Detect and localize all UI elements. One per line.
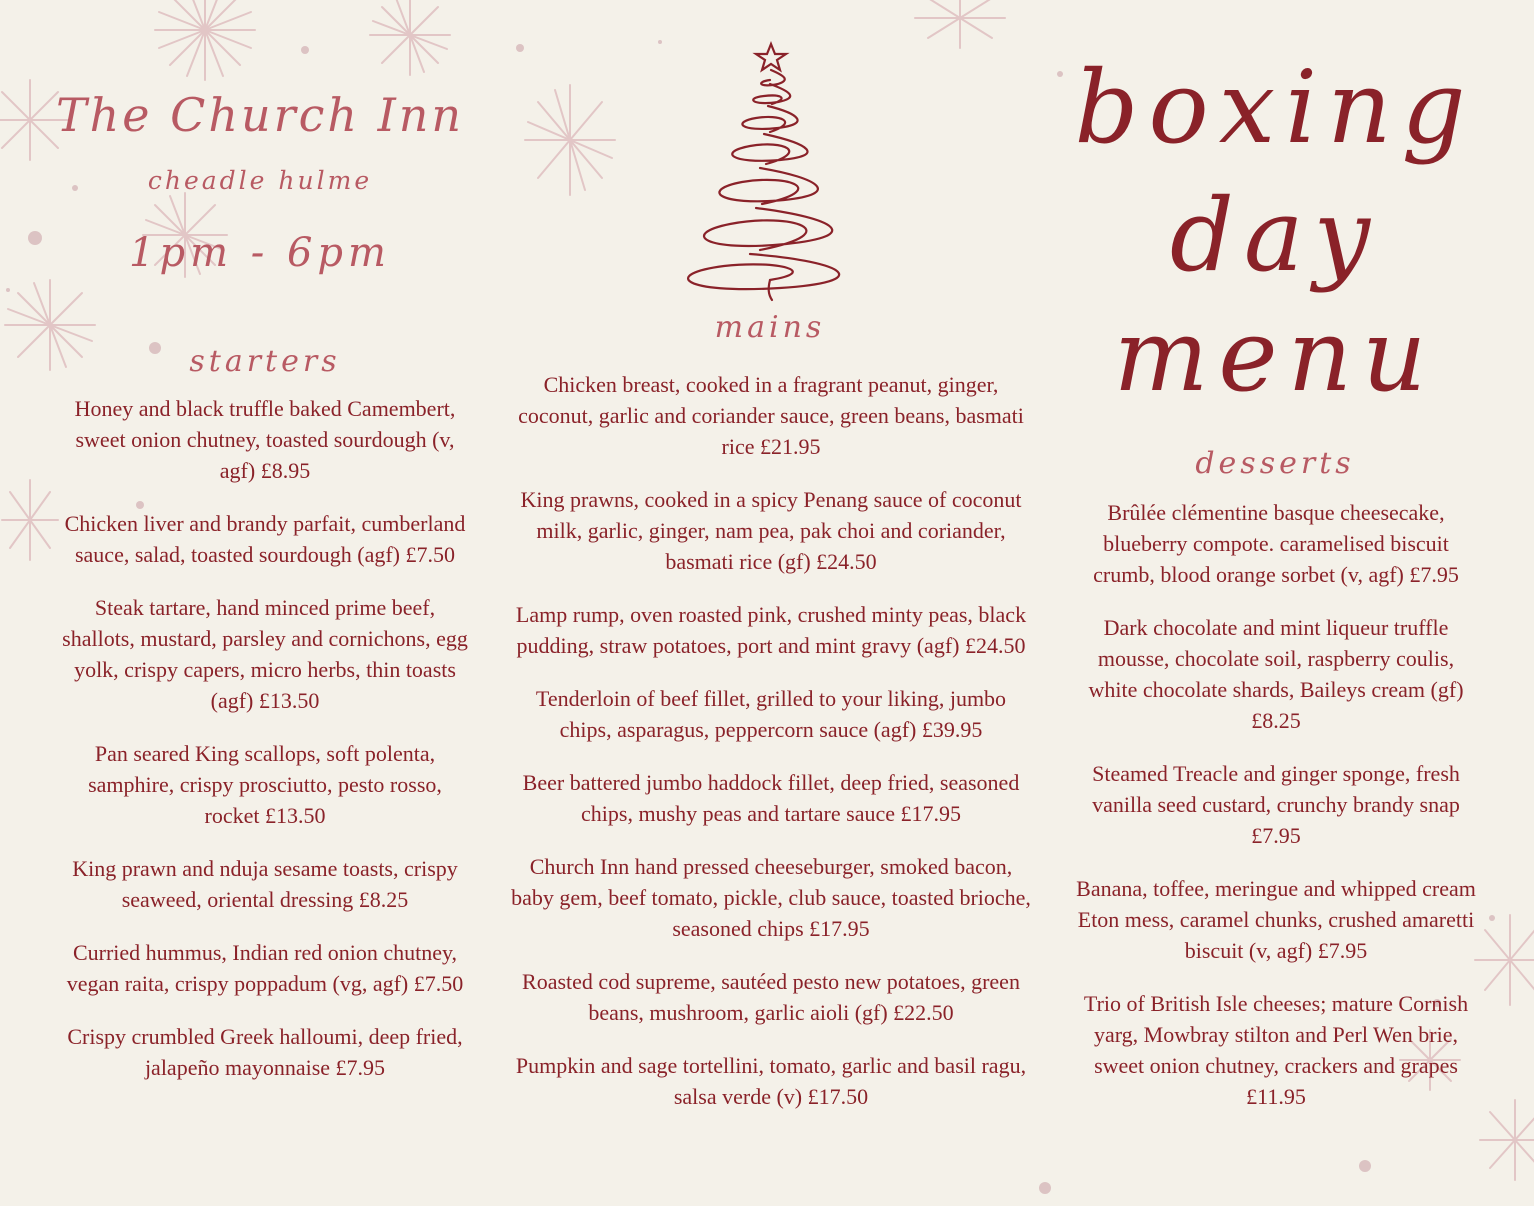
starters-list bbox=[62, 393, 468, 1105]
menu-item: Roasted cod supreme, sautéed pesto new potatoes, green beans, mushroom, garlic aioli (gf) £22.50 bbox=[522, 969, 1020, 1025]
sparkle-icon bbox=[155, 0, 255, 80]
menu-item: Crispy crumbled Greek halloumi, deep fried, jalapeño mayonnaise £7.95 bbox=[67, 1024, 463, 1080]
sparkle-icon bbox=[525, 85, 615, 195]
menu-item: Dark chocolate and mint liqueur truffle mousse, chocolate soil, raspberry coulis, white chocolate shards, Baileys cream (gf) £8.25 bbox=[1088, 615, 1464, 733]
sparkle-icon bbox=[1475, 915, 1534, 1005]
mains-list bbox=[508, 369, 1034, 1134]
menu-item: Lamp rump, oven roasted pink, crushed minty peas, black pudding, straw potatoes, port and mint gravy (agf) £24.50 bbox=[515, 602, 1027, 658]
menu-item: Curried hummus, Indian red onion chutney, vegan raita, crispy poppadum (vg, agf) £7.50 bbox=[66, 940, 464, 996]
starters-title: starters bbox=[189, 344, 341, 379]
sparkle-icon bbox=[370, 0, 450, 75]
headline-line-3: menu bbox=[1113, 297, 1437, 414]
menu-item: King prawns, cooked in a spicy Penang sauce of coconut milk, garlic, ginger, nam pea, pak choi and coriander, basmati rice (gf) £24.50 bbox=[520, 487, 1022, 574]
menu-item: Pumpkin and sage tortellini, tomato, garlic and basil ragu, salsa verde (v) £17.50 bbox=[515, 1053, 1027, 1109]
menu-item: Tenderloin of beef fillet, grilled to your liking, jumbo chips, asparagus, peppercorn sauce (agf) £39.95 bbox=[535, 686, 1007, 742]
headline-line-1: boxing bbox=[1074, 49, 1476, 166]
menu-item: Brûlée clémentine basque cheesecake, blueberry compote. caramelised biscuit crumb, blood orange sorbet (v, agf) £7.95 bbox=[1093, 500, 1459, 587]
menu-item: Steak tartare, hand minced prime beef, shallots, mustard, parsley and cornichons, egg yolk, crispy capers, micro herbs, thin toasts (agf) £13.50 bbox=[62, 595, 468, 713]
mains-title: mains bbox=[714, 310, 826, 345]
desserts-list bbox=[1074, 497, 1478, 1134]
menu-item: King prawn and nduja sesame toasts, crispy seaweed, oriental dressing £8.25 bbox=[72, 856, 458, 912]
restaurant-name: The Church Inn bbox=[55, 88, 465, 142]
desserts-title: desserts bbox=[1195, 446, 1355, 481]
opening-hours: 1pm - 6pm bbox=[129, 230, 391, 276]
menu-item: Pan seared King scallops, soft polenta, samphire, crispy prosciutto, pesto rosso, rocket £13.50 bbox=[88, 741, 442, 828]
christmas-tree-icon bbox=[660, 40, 880, 302]
restaurant-location: cheadle hulme bbox=[147, 166, 373, 195]
sparkle-icon bbox=[2, 480, 58, 560]
sparkle-icon bbox=[1480, 1100, 1534, 1180]
menu-item: Chicken liver and brandy parfait, cumberland sauce, salad, toasted sourdough (agf) £7.50 bbox=[64, 511, 466, 567]
menu-item: Honey and black truffle baked Camembert, sweet onion chutney, toasted sourdough (v, agf) £8.95 bbox=[74, 396, 456, 483]
headline-line-2: day bbox=[1169, 177, 1381, 294]
menu-item: Beer battered jumbo haddock fillet, deep fried, seasoned chips, mushy peas and tartare sauce £17.95 bbox=[522, 770, 1020, 826]
menu-item: Chicken breast, cooked in a fragrant peanut, ginger, coconut, garlic and coriander sauce, green beans, basmati rice £21.95 bbox=[518, 372, 1024, 459]
menu-item: Banana, toffee, meringue and whipped cream Eton mess, caramel chunks, crushed amaretti biscuit (v, agf) £7.95 bbox=[1076, 876, 1476, 963]
menu-item: Steamed Treacle and ginger sponge, fresh vanilla seed custard, crunchy brandy snap £7.95 bbox=[1092, 761, 1460, 848]
sparkle-icon bbox=[915, 0, 1005, 48]
menu-item: Trio of British Isle cheeses; mature Cornish yarg, Mowbray stilton and Perl Wen brie, sweet onion chutney, crackers and grapes £11.95 bbox=[1083, 991, 1469, 1109]
menu-item: Church Inn hand pressed cheeseburger, smoked bacon, baby gem, beef tomato, pickle, club sauce, toasted brioche, seasoned chips £17.95 bbox=[511, 854, 1031, 941]
